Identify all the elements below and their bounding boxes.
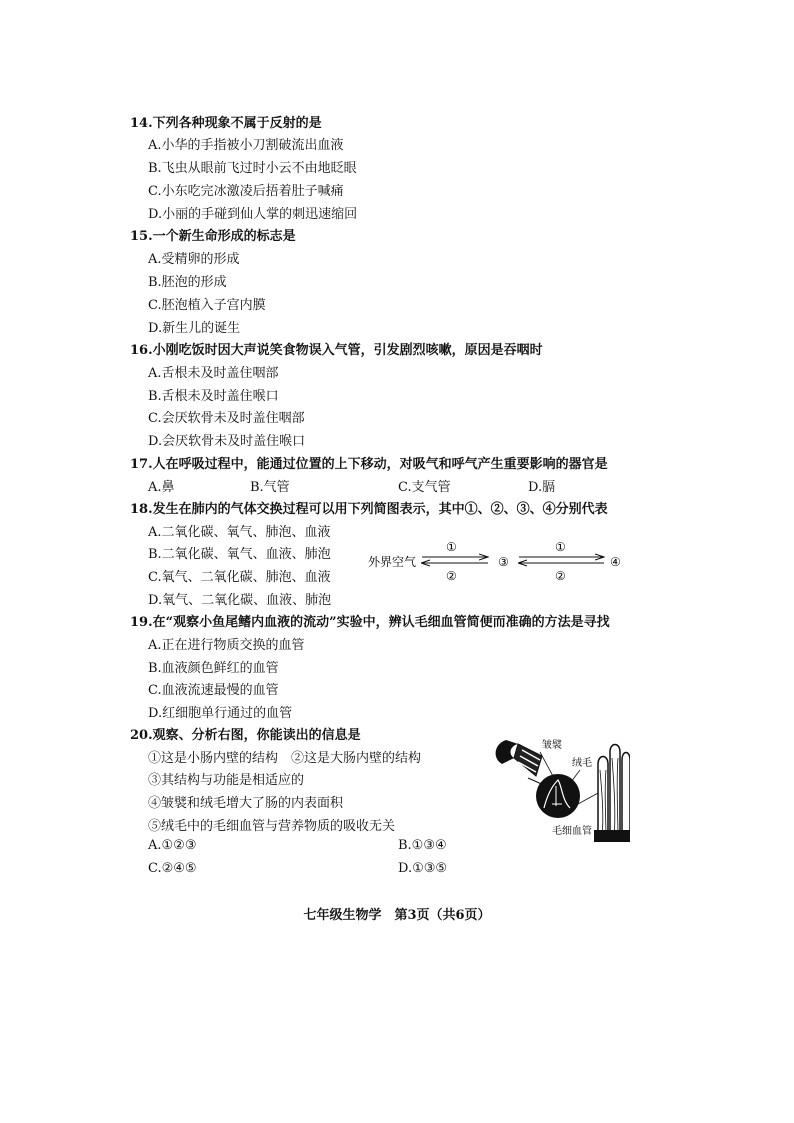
- question-14-stem: 14.下列各种现象不属于反射的是: [130, 116, 322, 131]
- question-15-option-b: B.胚泡的形成: [148, 275, 227, 290]
- page-footer: 七年级生物学 第3页（共6页）: [303, 908, 491, 923]
- diagram-bot2-label: ②: [555, 569, 566, 583]
- question-18-option-c: C.氧气、二氧化碳、肺泡、血液: [148, 570, 331, 585]
- question-16-stem: 16.小刚吃饭时因大声说笑食物误入气管，引发剧烈咳嗽，原因是吞咽时: [130, 343, 543, 358]
- capillary-label: 毛细血管: [552, 826, 592, 837]
- question-20-option-d: D.①③⑤: [398, 861, 448, 876]
- question-20-statement-4: ④皱襞和绒毛增大了肠的内表面积: [148, 796, 344, 811]
- question-19-option-a: A.正在进行物质交换的血管: [148, 638, 305, 653]
- question-20-option-b: B.①③④: [398, 838, 447, 853]
- fold-label: 皱襞: [542, 740, 562, 751]
- question-17-option-b: B.气管: [250, 480, 290, 495]
- question-16-option-a: A.舌根未及时盖住咽部: [148, 366, 279, 381]
- question-15-option-d: D.新生儿的诞生: [148, 321, 241, 336]
- question-17-option-c: C.支气管: [398, 480, 451, 495]
- question-14-option-c: C.小东吃完冰激凌后捂着肚子喊痛: [148, 184, 344, 199]
- question-19-stem: 19.在“观察小鱼尾鳍内血液的流动”实验中，辨认毛细血管简便而准确的方法是寻找: [130, 615, 610, 630]
- question-16-option-b: B.舌根未及时盖住喉口: [148, 389, 279, 404]
- question-17-option-d: D.膈: [528, 480, 556, 495]
- question-15-option-a: A.受精卵的形成: [148, 252, 240, 267]
- question-14-option-a: A.小华的手指被小刀割破流出血液: [148, 138, 344, 153]
- question-15-option-c: C.胚泡植入子宫内膜: [148, 298, 266, 313]
- question-17-option-a: A.鼻: [148, 480, 175, 495]
- question-19-option-b: B.血液颜色鲜红的血管: [148, 661, 279, 676]
- question-18-stem: 18.发生在肺内的气体交换过程可以用下列简图表示，其中①、②、③、④分别代表: [130, 502, 608, 517]
- diagram-bot1-label: ②: [446, 569, 457, 583]
- question-19-option-c: C.血液流速最慢的血管: [148, 683, 279, 698]
- question-20-statement-3: ③其结构与功能是相适应的: [148, 773, 305, 788]
- question-18-option-a: A.二氧化碳、氧气、肺泡、血液: [148, 525, 331, 540]
- question-17-stem: 17.人在呼吸过程中，能通过位置的上下移动，对吸气和呼气产生重要影响的器官是: [130, 457, 608, 472]
- question-14-option-b: B.飞虫从眼前飞过时小云不由地眨眼: [148, 161, 357, 176]
- question-18-option-b: B.二氧化碳、氧气、血液、肺泡: [148, 547, 331, 562]
- villus-label: 绒毛: [572, 758, 592, 769]
- question-20-statement-5: ⑤绒毛中的毛细血管与营养物质的吸收无关: [148, 819, 396, 834]
- intestine-wall-figure: [488, 734, 630, 842]
- question-19-option-d: D.红细胞单行通过的血管: [148, 706, 293, 721]
- question-16-option-c: C.会厌软骨未及时盖住咽部: [148, 411, 305, 426]
- diagram-top1-label: ①: [446, 540, 457, 554]
- question-20-statement-1-2: ①这是小肠内壁的结构 ②这是大肠内壁的结构: [148, 751, 422, 766]
- villi-section: [594, 745, 630, 843]
- question-20-option-a: A.①②③: [148, 838, 197, 853]
- diagram-right-label: ④: [610, 555, 621, 569]
- question-20-stem: 20.观察、分析右图，你能读出的信息是: [130, 728, 361, 743]
- question-15-stem: 15.一个新生命形成的标志是: [130, 229, 296, 244]
- question-20-option-c: C.②④⑤: [148, 861, 197, 876]
- gas-exchange-diagram: [368, 538, 632, 584]
- diagram-left-label: 外界空气: [368, 555, 417, 569]
- question-14-option-d: D.小丽的手碰到仙人掌的刺迅速缩回: [148, 207, 358, 222]
- question-18-option-d: D.氧气、二氧化碳、血液、肺泡: [148, 593, 332, 608]
- question-16-option-d: D.会厌软骨未及时盖住喉口: [148, 434, 306, 449]
- diagram-mid-label: ③: [498, 555, 509, 569]
- diagram-top2-label: ①: [555, 540, 566, 554]
